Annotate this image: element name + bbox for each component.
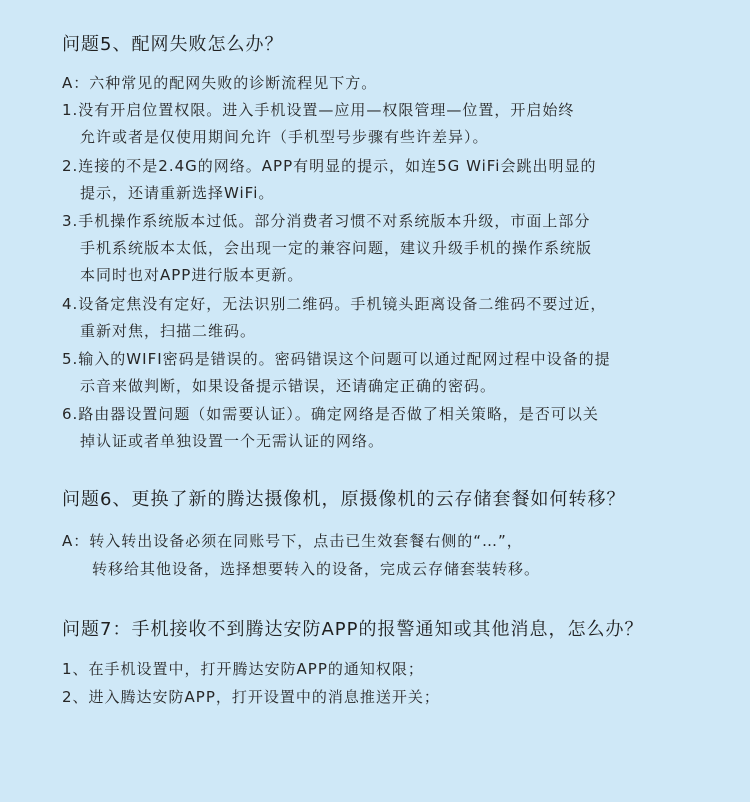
q6-answer-line-2: 转移给其他设备，选择想要转入的设备，完成云存储套装转移。 <box>92 560 541 578</box>
q7-title: 问题7：手机接收不到腾达安防APP的报警通知或其他消息，怎么办？ <box>62 619 644 640</box>
q7-step-2: 2、进入腾达安防APP，打开设置中的消息推送开关； <box>62 688 440 706</box>
q5-item-1-line-2: 允许或者是仅使用期间允许（手机型号步骤有些许差异）。 <box>80 128 489 146</box>
q5-title: 问题5、配网失败怎么办？ <box>62 34 284 55</box>
q7-step-1: 1、在手机设置中，打开腾达安防APP的通知权限； <box>62 660 424 678</box>
q5-item-4-line-2: 重新对焦，扫描二维码。 <box>80 322 257 340</box>
q6-title: 问题6、更换了新的腾达摄像机，原摄像机的云存储套餐如何转移？ <box>62 489 626 510</box>
q5-item-6-line-2: 掉认证或者单独设置一个无需认证的网络。 <box>80 432 385 450</box>
q5-answer-intro: A：六种常见的配网失败的诊断流程见下方。 <box>62 74 378 92</box>
q5-item-3-line-2: 手机系统版本太低，会出现一定的兼容问题，建议升级手机的操作系统版 <box>80 239 593 257</box>
q5-item-6-line-1: 6.路由器设置问题（如需要认证）。确定网络是否做了相关策略，是否可以关 <box>62 405 599 423</box>
q5-item-5-line-1: 5.输入的WIFI密码是错误的。密码错误这个问题可以通过配网过程中设备的提 <box>62 350 611 368</box>
q5-item-3-line-1: 3.手机操作系统版本过低。部分消费者习惯不对系统版本升级，市面上部分 <box>62 212 591 230</box>
q5-item-2-line-1: 2.连接的不是2.4G的网络。APP有明显的提示，如连5G WiFi会跳出明显的 <box>62 157 597 175</box>
q5-item-2-line-2: 提示，还请重新选择WiFi。 <box>80 184 275 202</box>
q5-item-1-line-1: 1.没有开启位置权限。进入手机设置—应用—权限管理—位置，开启始终 <box>62 101 575 119</box>
q5-item-3-line-3: 本同时也对APP进行版本更新。 <box>80 266 304 284</box>
q6-answer-line-1: A：转入转出设备必须在同账号下，点击已生效套餐右侧的“…”， <box>62 532 523 550</box>
q5-item-5-line-2: 示音来做判断，如果设备提示错误，还请确定正确的密码。 <box>80 377 497 395</box>
q5-item-4-line-1: 4.设备定焦没有定好，无法识别二维码。手机镜头距离设备二维码不要过近， <box>62 295 607 313</box>
